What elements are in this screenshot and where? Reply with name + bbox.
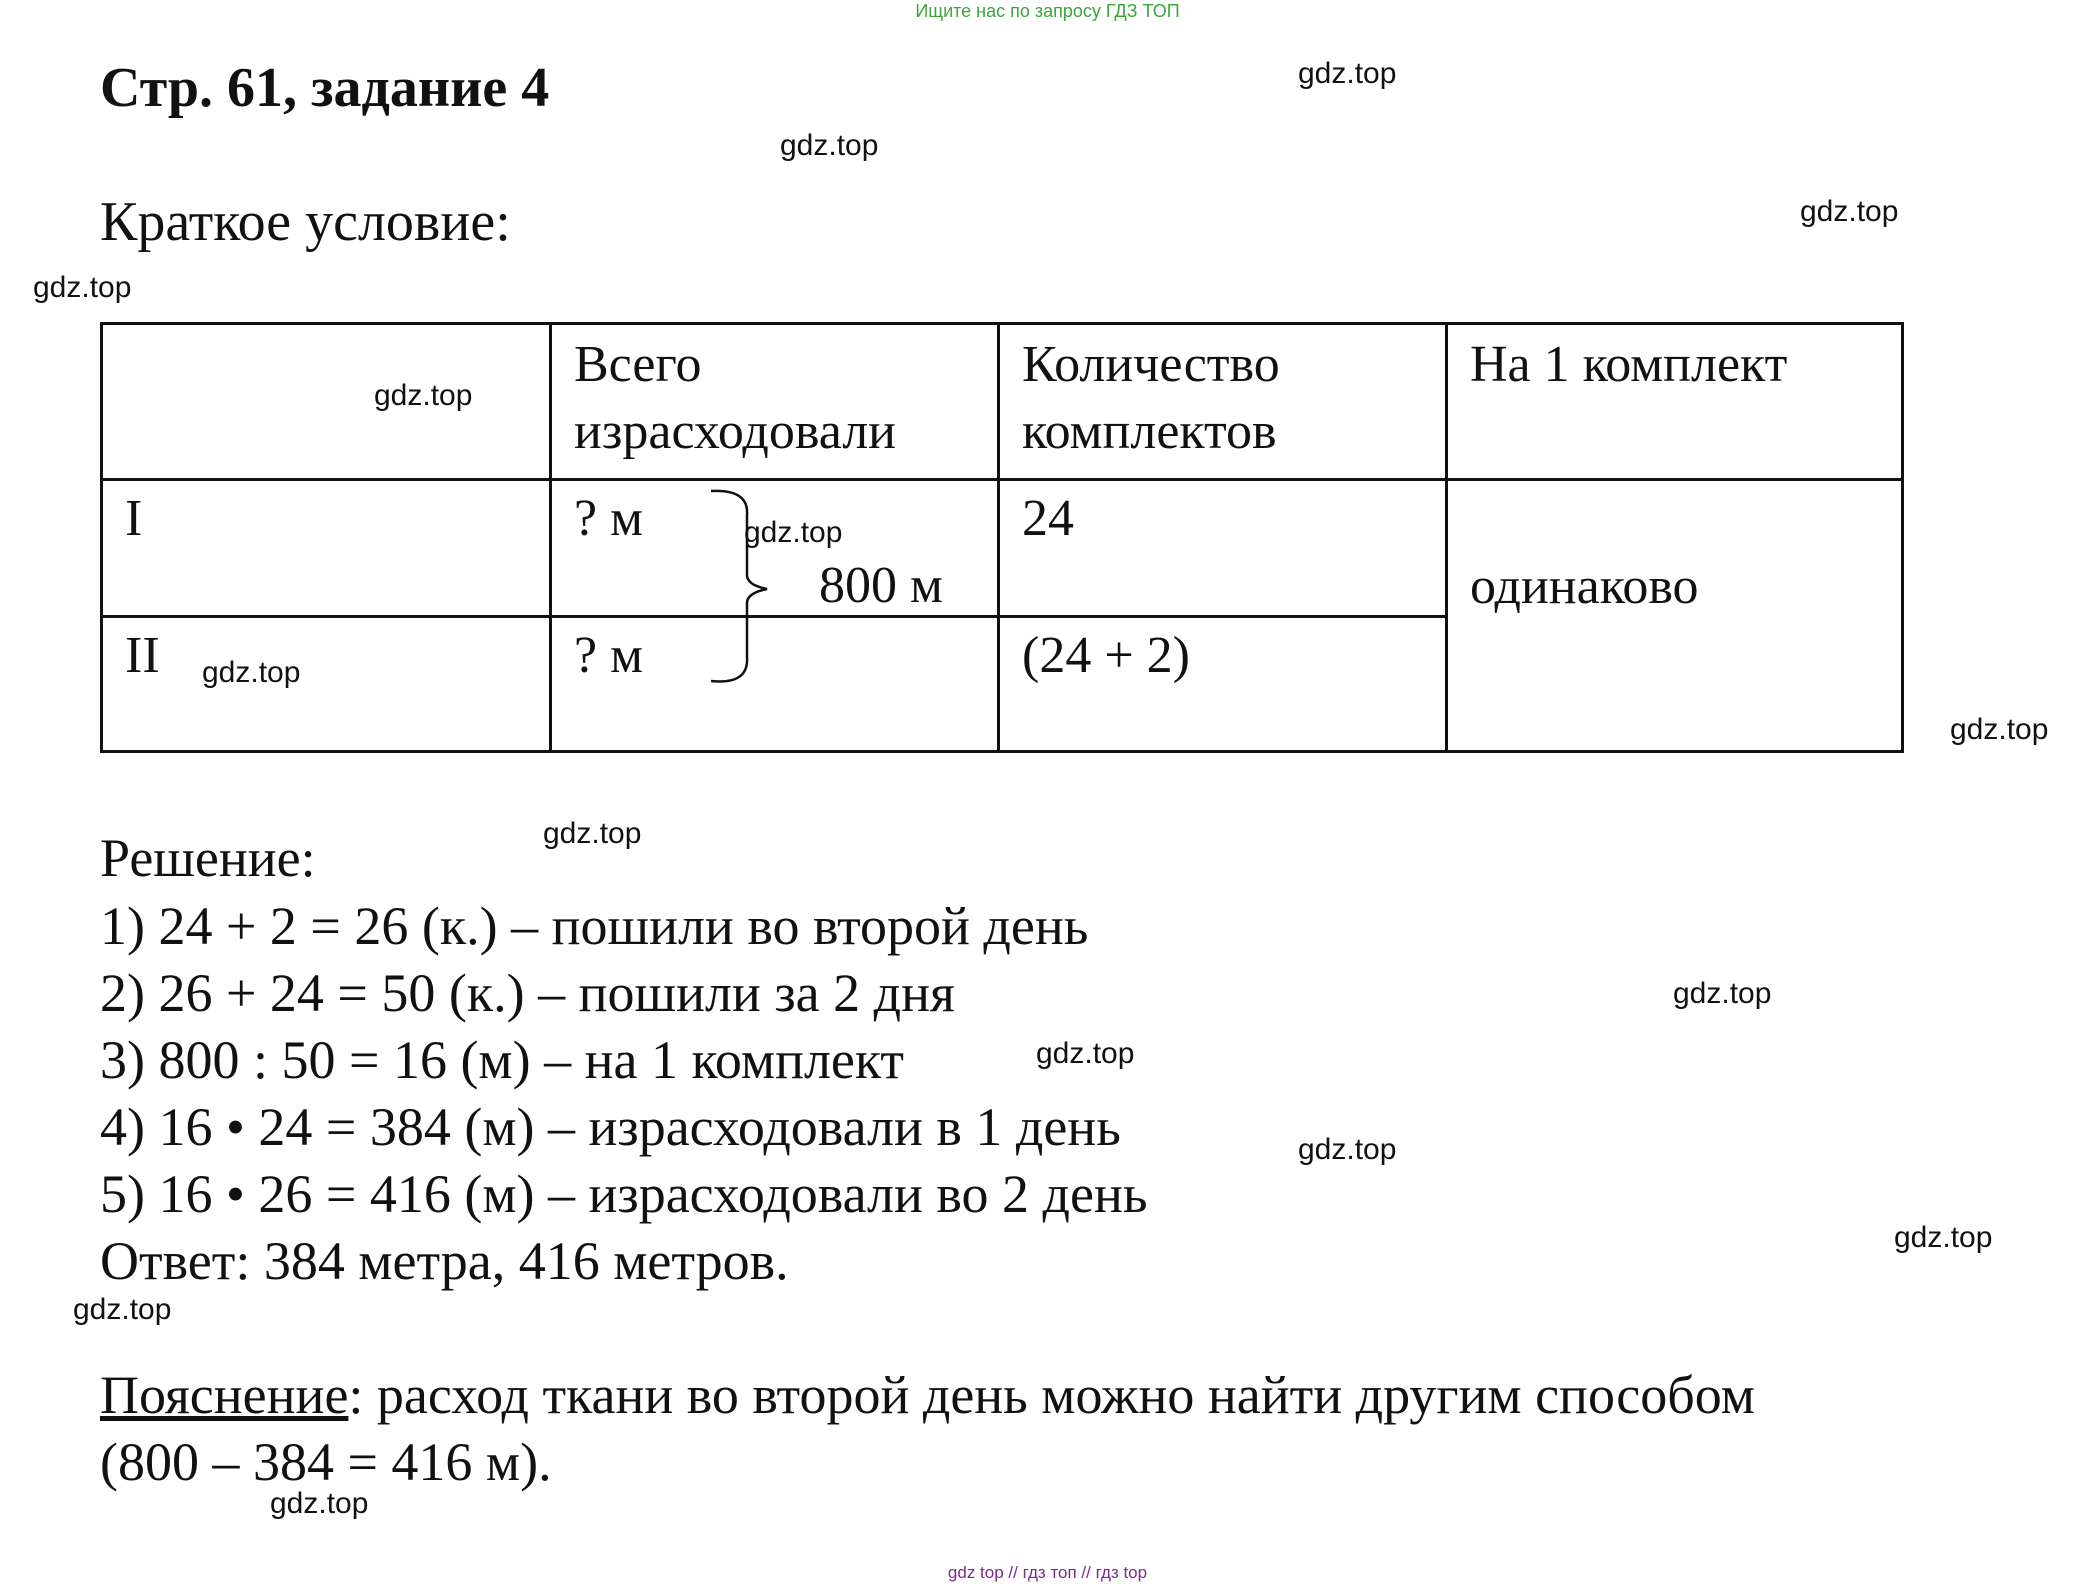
header-total-line2: израсходовали	[574, 403, 897, 460]
watermark: gdz.top	[1673, 977, 1772, 1010]
watermark: gdz.top	[270, 1487, 369, 1520]
per-set-value: одинаково	[1470, 558, 1699, 615]
watermark: gdz.top	[33, 271, 132, 304]
row-count-2: (24 + 2)	[1022, 627, 1190, 684]
solution-step-2: 2) 26 + 24 = 50 (к.) – пошили за 2 дня	[100, 963, 955, 1023]
solution-step-3: 3) 800 : 50 = 16 (м) – на 1 комплект	[100, 1030, 905, 1090]
page-title: Стр. 61, задание 4	[100, 57, 550, 119]
bottom-banner: gdz top // гдз топ // гдз top	[947, 1563, 1148, 1582]
watermark: gdz.top	[374, 379, 473, 412]
header-total-line1: Всего	[574, 336, 702, 393]
sum-value: 800 м	[819, 557, 943, 614]
condition-label: Краткое условие:	[100, 191, 511, 253]
watermark: gdz.top	[1298, 1133, 1397, 1166]
solution-step-4: 4) 16 • 24 = 384 (м) – израсходовали в 1 день	[100, 1097, 1121, 1157]
row-label-2: II	[125, 627, 160, 684]
row-label-1: I	[125, 490, 143, 547]
row-count-1: 24	[1022, 490, 1074, 547]
watermark: gdz.top	[1036, 1037, 1135, 1070]
top-banner: Ищите нас по запросу ГДЗ ТОП	[915, 1, 1180, 21]
note-text-2: (800 – 384 = 416 м).	[100, 1432, 552, 1492]
watermark: gdz.top	[780, 129, 879, 162]
watermark: gdz.top	[73, 1293, 172, 1326]
header-total	[574, 331, 896, 465]
table-divider	[1445, 325, 1448, 750]
watermark: gdz.top	[1894, 1221, 1993, 1254]
note-label: Пояснение	[100, 1365, 349, 1425]
header-count	[1022, 331, 1280, 465]
row-total-1: ? м	[574, 490, 643, 547]
header-count-line2: комплектов	[1022, 403, 1277, 460]
table-divider	[997, 325, 1000, 750]
table-divider	[549, 325, 552, 750]
watermark: gdz.top	[1800, 195, 1899, 228]
note-text: : расход ткани во второй день можно найти другим способом	[348, 1365, 1755, 1425]
watermark: gdz.top	[202, 656, 301, 689]
row-total-2: ? м	[574, 627, 643, 684]
watermark: gdz.top	[1950, 713, 2049, 746]
header-count-line1: Количество	[1022, 336, 1280, 393]
solution-step-5: 5) 16 • 26 = 416 (м) – израсходовали во 2 день	[100, 1164, 1148, 1224]
note	[100, 1362, 1755, 1428]
answer: Ответ: 384 метра, 416 метров.	[100, 1231, 789, 1291]
watermark: gdz.top	[543, 817, 642, 850]
header-per-set: На 1 комплект	[1470, 336, 1788, 393]
table-divider	[103, 478, 1901, 481]
solution-label: Решение:	[100, 828, 316, 888]
watermark: gdz.top	[1298, 57, 1397, 90]
watermark: gdz.top	[744, 516, 843, 549]
condition-table	[100, 322, 1904, 753]
solution-step-1: 1) 24 + 2 = 26 (к.) – пошили во второй день	[100, 896, 1089, 956]
